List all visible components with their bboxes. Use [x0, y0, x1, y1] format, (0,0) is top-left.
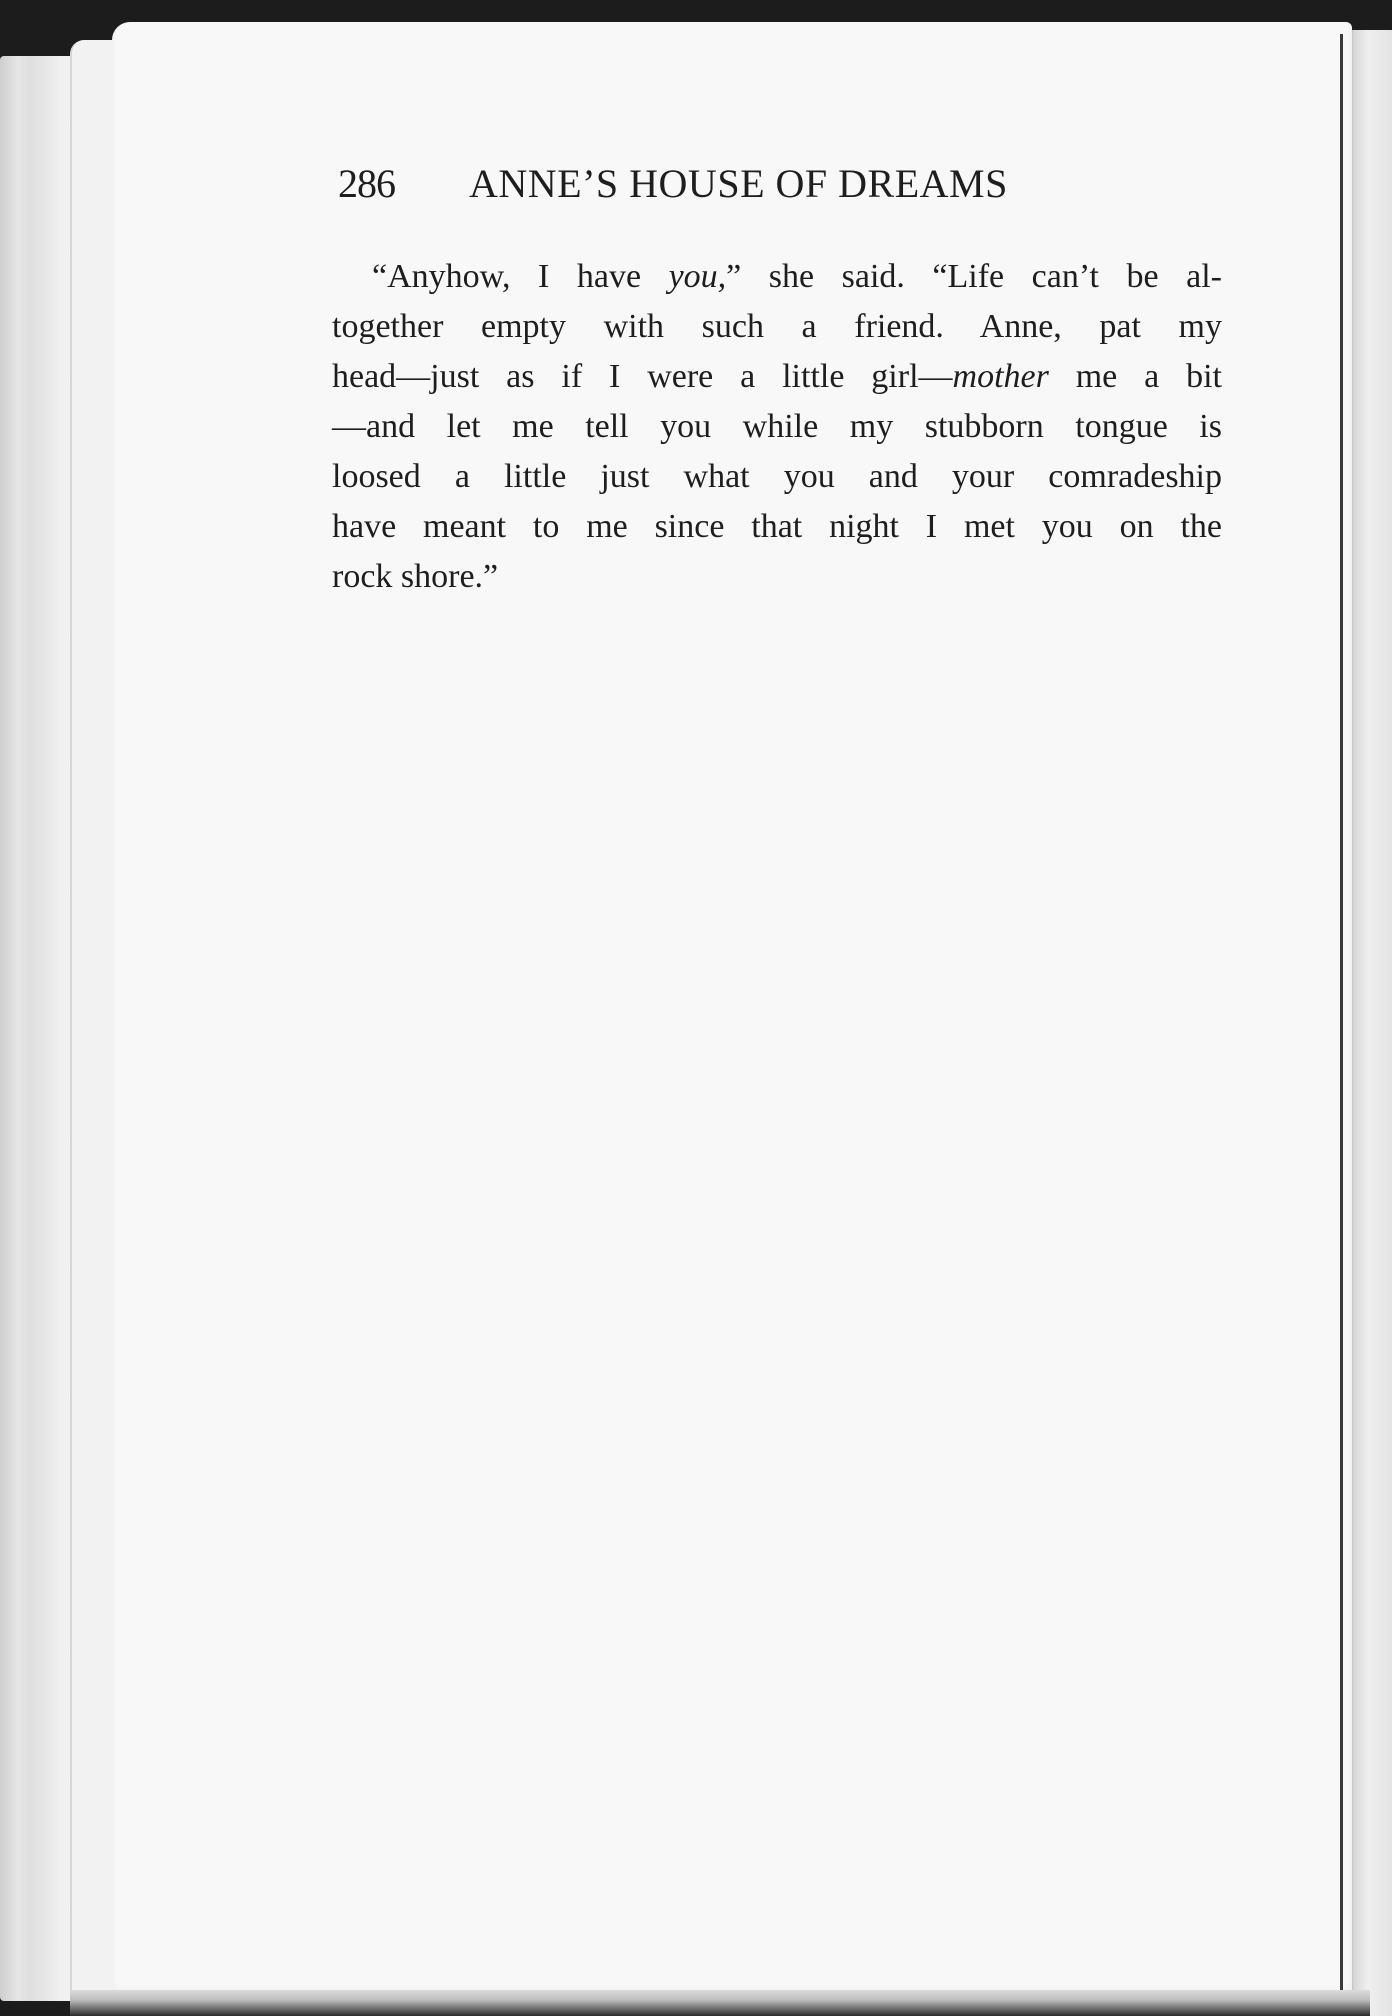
- text-line: rock shore.”: [332, 558, 499, 595]
- running-title: ANNE’S HOUSE OF DREAMS: [469, 161, 1008, 206]
- page-number: 286: [338, 161, 395, 206]
- book-right-edge: [1348, 30, 1392, 2016]
- gutter-shadow-line: [1340, 34, 1343, 1994]
- text-line: have meant to me since that night I met you on the: [332, 508, 1222, 545]
- text-line: loosed a little just what you and your comradeship: [332, 458, 1222, 495]
- text-line: head—just as if I were a little girl—mother me a bit: [332, 358, 1223, 395]
- text-line: —and let me tell you while my stubborn tongue is: [332, 408, 1222, 445]
- body-paragraph: [332, 252, 1222, 602]
- page-header: [338, 160, 1098, 207]
- text-line: “Anyhow, I have you,” she said. “Life can’t be al-: [372, 258, 1223, 295]
- text-line: together empty with such a friend. Anne, pat my: [332, 308, 1222, 345]
- book-bottom-edge: [70, 1990, 1370, 2016]
